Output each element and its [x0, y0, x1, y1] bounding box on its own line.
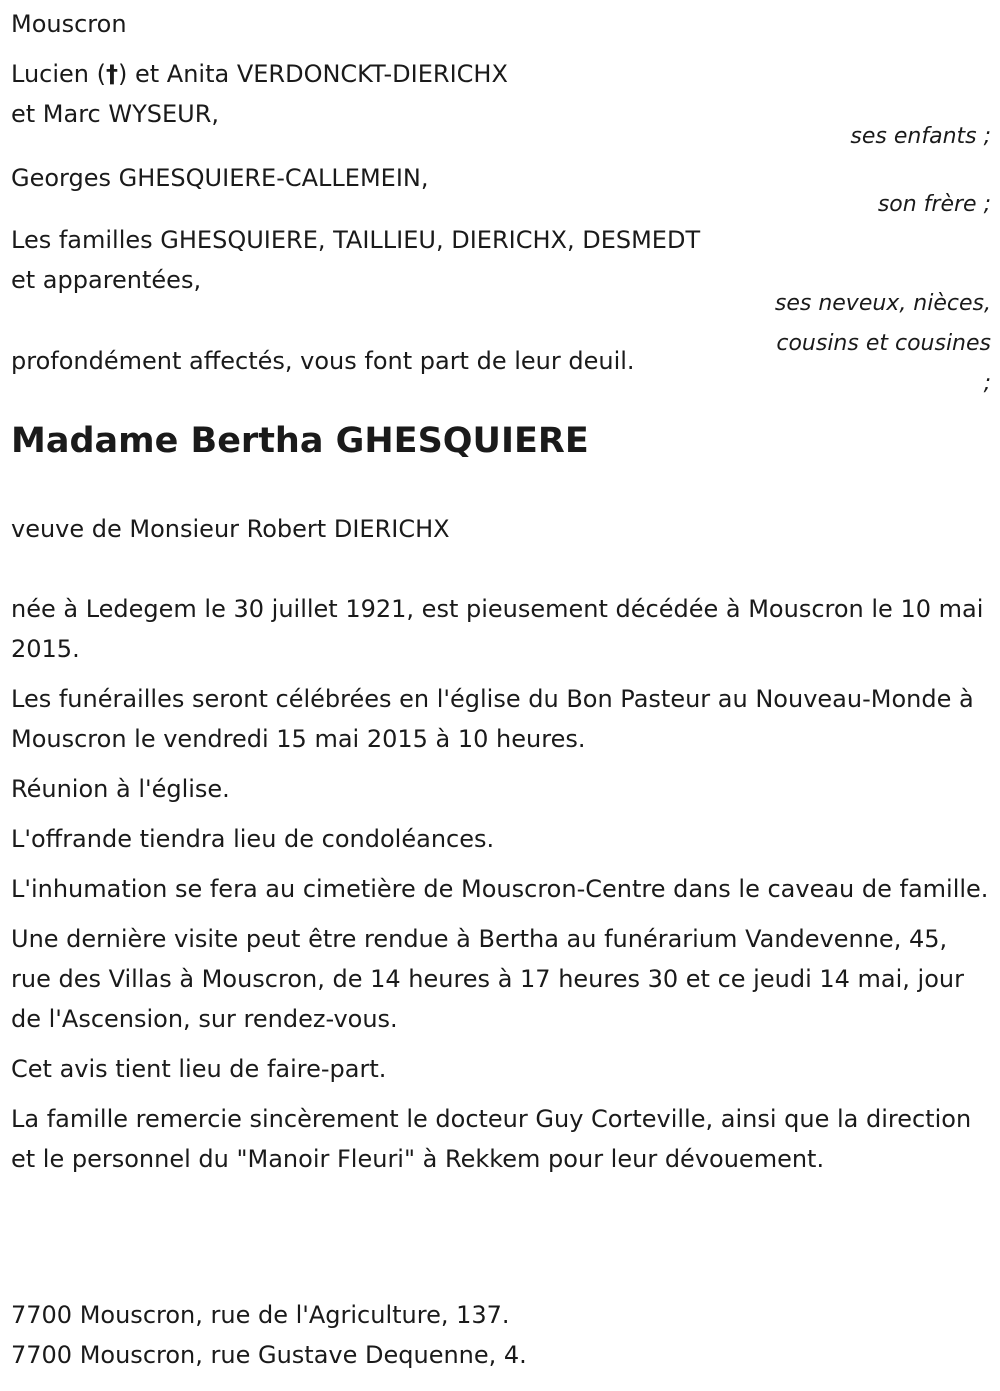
brother-role: son frère ;: [877, 192, 991, 217]
paragraph-birth-death: née à Ledegem le 30 juillet 1921, est pieusement décédée à Mouscron le 10 mai 2015.: [11, 595, 984, 663]
paragraph-notice: Cet avis tient lieu de faire-part.: [11, 1055, 387, 1083]
families-role-2: cousins et cousines: [776, 331, 991, 356]
cross-icon: †: [106, 60, 118, 88]
children-block: [11, 54, 991, 149]
families-role-1: ses neveux, nièces,: [774, 291, 991, 316]
children-role: ses enfants ;: [850, 124, 991, 149]
brother-block: [11, 158, 991, 217]
paragraph-meeting: Réunion à l'église.: [11, 775, 230, 803]
paragraph-visit: Une dernière visite peut être rendue à Bertha au funérarium Vandevenne, 45, rue des Villas à Mouscron, de 14 heures à 17 heures 30 et ce jeudi 14 mai, jour de l'Ascension, sur rendez-vous.: [11, 925, 964, 1033]
paragraph-funeral: Les funérailles seront célébrées en l'église du Bon Pasteur au Nouveau-Monde à Mouscron le vendredi 15 mai 2015 à 10 heures.: [11, 685, 974, 753]
addresses-block: [11, 1295, 991, 1375]
city-heading: Mouscron: [11, 10, 127, 38]
paragraph-offering: L'offrande tiendra lieu de condoléances.: [11, 825, 495, 853]
announcement-text: profondément affectés, vous font part de leur deuil.: [11, 347, 635, 375]
address-line-2: 7700 Mouscron, rue Gustave Dequenne, 4.: [11, 1341, 527, 1369]
paragraph-thanks: La famille remercie sincèrement le docteur Guy Corteville, ainsi que la direction et le personnel du "Manoir Fleuri" à Rekkem pour leur dévouement.: [11, 1105, 972, 1173]
address-line-1: 7700 Mouscron, rue de l'Agriculture, 137.: [11, 1301, 510, 1329]
children-name-pre: Lucien (: [11, 60, 106, 88]
children-line-1: [11, 54, 991, 94]
families-line-2: et apparentées,: [11, 266, 202, 294]
body-paragraphs: [11, 589, 991, 1189]
deceased-name: Madame Bertha GHESQUIERE: [11, 421, 589, 461]
brother-line: Georges GHESQUIERE-CALLEMEIN,: [11, 164, 429, 192]
families-line-1: Les familles GHESQUIERE, TAILLIEU, DIERICHX, DESMEDT: [11, 226, 701, 254]
families-role-3: ;: [983, 371, 991, 396]
children-name-post: ) et Anita VERDONCKT-DIERICHX: [118, 60, 508, 88]
paragraph-burial: L'inhumation se fera au cimetière de Mouscron-Centre dans le caveau de famille.: [11, 875, 989, 903]
widow-of-text: veuve de Monsieur Robert DIERICHX: [11, 515, 450, 543]
children-line-2: et Marc WYSEUR,: [11, 100, 220, 128]
